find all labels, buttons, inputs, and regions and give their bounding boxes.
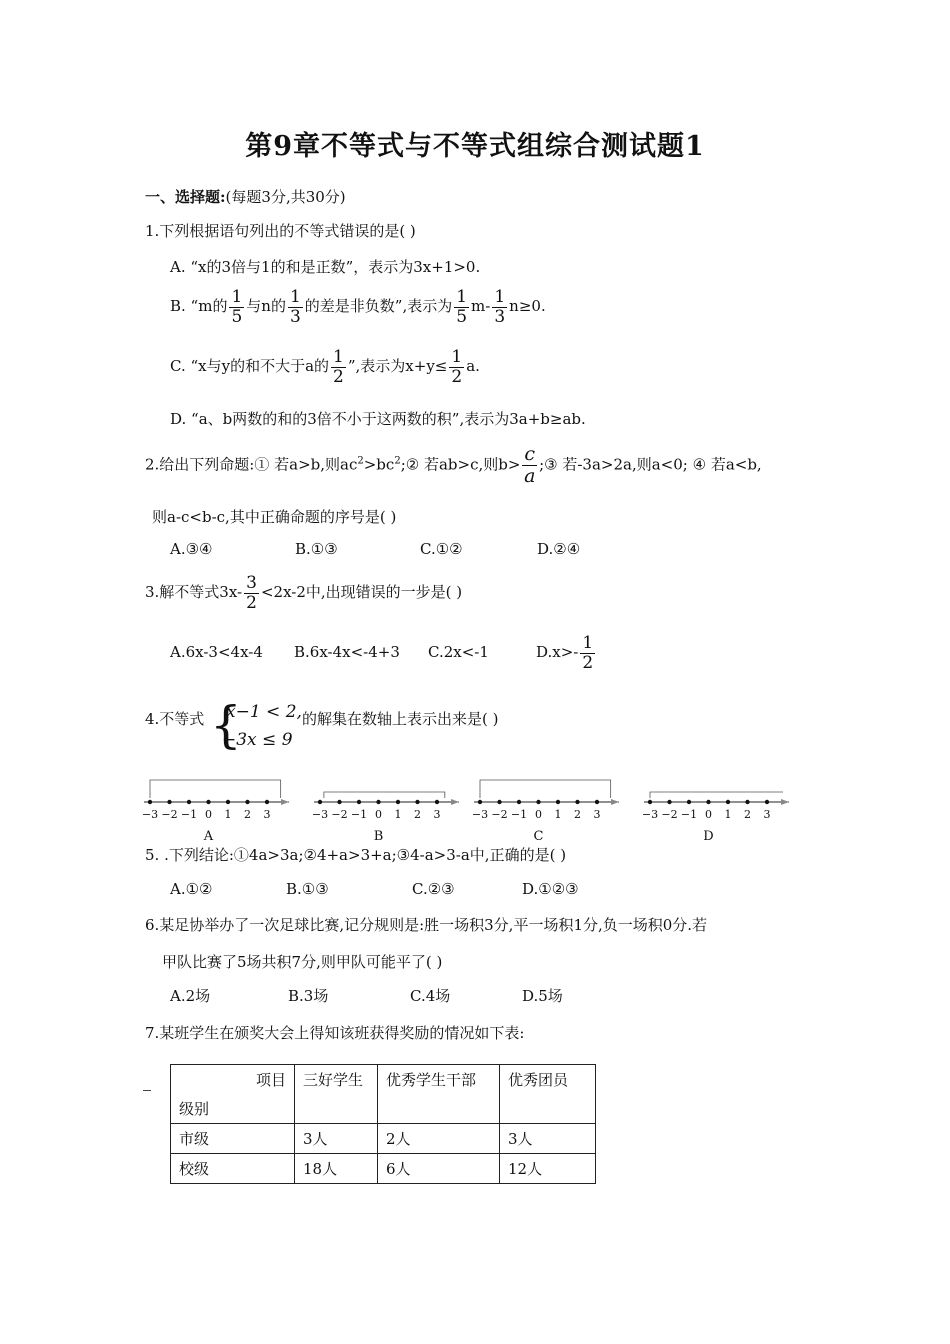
- q1-option-d: D. “a、b两数的和的3倍不小于这两数的积”,表示为3a+b≥ab.: [170, 410, 586, 428]
- q5-stem: 5. .下列结论:①4a>3a;②4+a>3+a;③4-a>3-a中,正确的是( ): [145, 846, 567, 864]
- q4-stem-suffix: 的解集在数轴上表示出来是( ): [302, 710, 499, 728]
- tick-label: −2: [491, 808, 508, 821]
- table-cell: 3人: [295, 1124, 378, 1154]
- fraction: [229, 288, 244, 326]
- system-line-2: −3x ≤ 9: [222, 730, 293, 750]
- tick-dot: [765, 800, 769, 804]
- q3-options: [170, 634, 597, 672]
- q6-option-b: B.3场: [288, 987, 329, 1005]
- option-label: C: [533, 829, 544, 844]
- tick-dot: [687, 800, 691, 804]
- tick-dot: [517, 800, 521, 804]
- q2-option-a: A.③④: [170, 540, 213, 558]
- tick-label: −3: [641, 808, 659, 821]
- fraction: [331, 348, 346, 386]
- column-header: 三好学生: [295, 1065, 378, 1124]
- tick-dot: [415, 800, 419, 804]
- header-bottom-label: 级别: [179, 1100, 210, 1118]
- q2-text-1: 2.给出下列命题:① 若a>b,则ac: [145, 455, 358, 474]
- number-line-options: [140, 772, 800, 852]
- award-table: [170, 1064, 596, 1184]
- tick-label: 3: [763, 808, 771, 821]
- tick-label: 2: [244, 808, 251, 821]
- q6-options: [170, 985, 563, 1006]
- fraction-denominator: 5: [231, 306, 243, 327]
- table-cell: 6人: [378, 1154, 500, 1184]
- q3-option-c: C.2x<-1: [428, 643, 489, 662]
- q5-option-c: C.②③: [412, 880, 455, 898]
- tick-dot: [595, 800, 599, 804]
- fraction: [580, 634, 595, 672]
- fraction-numerator: 1: [456, 287, 468, 307]
- tick-label: 0: [375, 808, 382, 821]
- q1-option-b: [170, 288, 546, 326]
- q2-option-b: B.①③: [295, 540, 338, 558]
- q7-stem: 7.某班学生在颁奖大会上得知该班获得奖励的情况如下表:: [145, 1024, 525, 1042]
- q2-text-4: ;③ 若-3a>2a,则a<0; ④ 若a<b,: [539, 455, 762, 474]
- tick-label: 2: [574, 808, 581, 821]
- table-row: [171, 1124, 596, 1154]
- q6-option-c: C.4场: [410, 987, 451, 1005]
- arrow-icon: [281, 799, 289, 805]
- row-label: 校级: [171, 1154, 295, 1184]
- tick-label: −1: [350, 808, 368, 821]
- q1b-text-1: B. “m的: [170, 297, 228, 316]
- tick-label: −3: [141, 808, 159, 821]
- option-label: B: [373, 829, 384, 844]
- q5-option-b: B.①③: [286, 880, 329, 898]
- q1-option-a: A. “x的3倍与1的和是正数”，表示为3x+1>0.: [170, 258, 481, 276]
- tick-dot: [265, 800, 269, 804]
- fraction-denominator: 5: [456, 306, 468, 327]
- tick-dot: [706, 800, 710, 804]
- tick-dot: [667, 800, 671, 804]
- fraction-numerator: 1: [494, 287, 506, 307]
- arrow-icon: [451, 799, 459, 805]
- tick-label: 1: [224, 808, 232, 821]
- solution-bracket: [650, 792, 783, 798]
- tick-dot: [318, 800, 322, 804]
- tick-dot: [206, 800, 210, 804]
- page-title: 第9章不等式与不等式组综合测试题1: [245, 131, 705, 162]
- tick-dot: [396, 800, 400, 804]
- arrow-icon: [781, 799, 789, 805]
- tick-dot: [245, 800, 249, 804]
- fraction: [492, 288, 507, 326]
- section-heading-label: 一、选择题:: [145, 188, 226, 206]
- solution-bracket: [324, 792, 445, 798]
- fraction-denominator: 3: [494, 306, 506, 327]
- fraction-numerator: 1: [333, 347, 344, 367]
- q1c-text-2: ”,表示为x+y≤: [347, 357, 448, 376]
- fraction: [454, 288, 469, 326]
- q2-option-c: C.①②: [420, 540, 463, 558]
- table-cell: 3人: [500, 1124, 596, 1154]
- tick-label: 0: [705, 808, 712, 821]
- fraction: [522, 444, 537, 487]
- tick-dot: [337, 800, 341, 804]
- q2-stem-line2: 则a-c<b-c,其中正确命题的序号是( ): [152, 508, 397, 526]
- tick-dot: [226, 800, 230, 804]
- q2-option-d: D.②④: [537, 540, 581, 558]
- q2-text-3: ;② 若ab>c,则b>: [400, 455, 521, 474]
- fraction: [288, 288, 303, 326]
- q5-option-a: A.①②: [170, 880, 213, 898]
- tick-label: 1: [724, 808, 732, 821]
- q5-option-d: D.①②③: [522, 880, 579, 898]
- q1b-text-3: 的差是非负数”,表示为: [304, 297, 453, 316]
- tick-dot: [726, 800, 730, 804]
- tick-label: 1: [554, 808, 562, 821]
- q3-text-2: <2x-2中,出现错误的一步是( ): [260, 583, 463, 602]
- q1b-text-4: m-: [471, 297, 491, 316]
- q3-stem: [145, 574, 462, 612]
- fraction-denominator: a: [524, 464, 536, 487]
- tick-dot: [575, 800, 579, 804]
- row-label: 市级: [171, 1124, 295, 1154]
- tick-label: 3: [593, 808, 601, 821]
- column-header: 优秀团员: [500, 1065, 596, 1124]
- table-header-row: [171, 1065, 596, 1124]
- solution-bracket: [150, 780, 281, 798]
- tick-label: 2: [414, 808, 421, 821]
- tick-label: −2: [331, 808, 348, 821]
- q1b-text-2: 与n的: [246, 297, 286, 316]
- q6-option-d: D.5场: [522, 987, 563, 1005]
- q6-stem-line2: 甲队比赛了5场共积7分,则甲队可能平了( ): [162, 953, 443, 971]
- fraction-denominator: 2: [451, 366, 463, 387]
- tick-dot: [435, 800, 439, 804]
- superscript: 2: [394, 455, 401, 467]
- option-label: D: [703, 829, 714, 844]
- fraction-denominator: 2: [246, 592, 257, 613]
- q3-option-d: [536, 633, 597, 673]
- tick-label: −3: [311, 808, 329, 821]
- section-heading: [145, 186, 346, 207]
- tick-dot: [148, 800, 152, 804]
- margin-dash: [143, 1090, 151, 1091]
- solution-bracket: [480, 780, 611, 798]
- arrow-icon: [611, 799, 619, 805]
- fraction-numerator: c: [524, 443, 536, 465]
- fraction-denominator: 2: [582, 652, 594, 673]
- option-label: A: [203, 829, 214, 844]
- fraction-numerator: 1: [289, 287, 301, 307]
- tick-label: −3: [471, 808, 489, 821]
- superscript: 2: [357, 455, 364, 467]
- tick-label: 0: [205, 808, 212, 821]
- table-row: [171, 1154, 596, 1184]
- tick-label: −2: [661, 808, 678, 821]
- fraction: [449, 348, 464, 386]
- tick-dot: [478, 800, 482, 804]
- q1c-text-3: a.: [466, 357, 480, 376]
- fraction-denominator: 3: [289, 306, 301, 327]
- column-header: 优秀学生干部: [378, 1065, 500, 1124]
- header-top-label: 项目: [255, 1071, 286, 1089]
- q3-option-a: A.6x-3<4x-4: [170, 643, 263, 662]
- tick-label: 0: [535, 808, 542, 821]
- section-heading-note: (每题3分,共30分): [225, 188, 346, 206]
- tick-label: −1: [680, 808, 698, 821]
- tick-dot: [187, 800, 191, 804]
- tick-dot: [745, 800, 749, 804]
- tick-label: 2: [744, 808, 751, 821]
- q4-stem-prefix: 4.不等式: [145, 710, 205, 728]
- q1c-text-1: C. “x与y的和不大于a的: [170, 357, 330, 376]
- fraction-numerator: 1: [582, 633, 594, 653]
- fraction: [244, 574, 259, 612]
- q3-option-d-text: D.x>-: [536, 643, 579, 662]
- q3-text-1: 3.解不等式3x-: [145, 583, 243, 602]
- tick-dot: [497, 800, 501, 804]
- tick-dot: [357, 800, 361, 804]
- tick-dot: [376, 800, 380, 804]
- tick-label: 3: [263, 808, 271, 821]
- tick-label: 1: [394, 808, 402, 821]
- table-cell: 18人: [295, 1154, 378, 1184]
- q6-stem-line1: 6.某足协举办了一次足球比赛,记分规则是:胜一场积3分,平一场积1分,负一场积0分.若: [145, 916, 708, 934]
- system-line-1: x−1 < 2,: [226, 702, 302, 722]
- q1-option-c: [170, 348, 480, 386]
- table-cell: 12人: [500, 1154, 596, 1184]
- fraction-denominator: 2: [333, 366, 344, 387]
- tick-label: 3: [433, 808, 441, 821]
- tick-label: −1: [510, 808, 528, 821]
- fraction-numerator: 1: [451, 347, 463, 367]
- q2-text-2: >bc: [363, 455, 395, 474]
- q6-option-a: A.2场: [170, 987, 211, 1005]
- q1-stem: 1.下列根据语句列出的不等式错误的是( ): [145, 222, 416, 240]
- tick-dot: [167, 800, 171, 804]
- q5-options: [170, 880, 579, 898]
- system-brace: {: [210, 696, 242, 754]
- fraction-numerator: 1: [231, 287, 243, 307]
- q3-option-b: B.6x-4x<-4+3: [294, 643, 400, 662]
- table-cell: 2人: [378, 1124, 500, 1154]
- tick-label: −2: [161, 808, 178, 821]
- tick-dot: [648, 800, 652, 804]
- tick-label: −1: [180, 808, 198, 821]
- q2-options: [170, 540, 580, 558]
- diagonal-header-cell: [171, 1065, 295, 1124]
- q2-stem-line1: [145, 444, 762, 487]
- q1b-text-5: n≥0.: [509, 297, 546, 316]
- tick-dot: [536, 800, 540, 804]
- fraction-numerator: 3: [246, 573, 257, 593]
- tick-dot: [556, 800, 560, 804]
